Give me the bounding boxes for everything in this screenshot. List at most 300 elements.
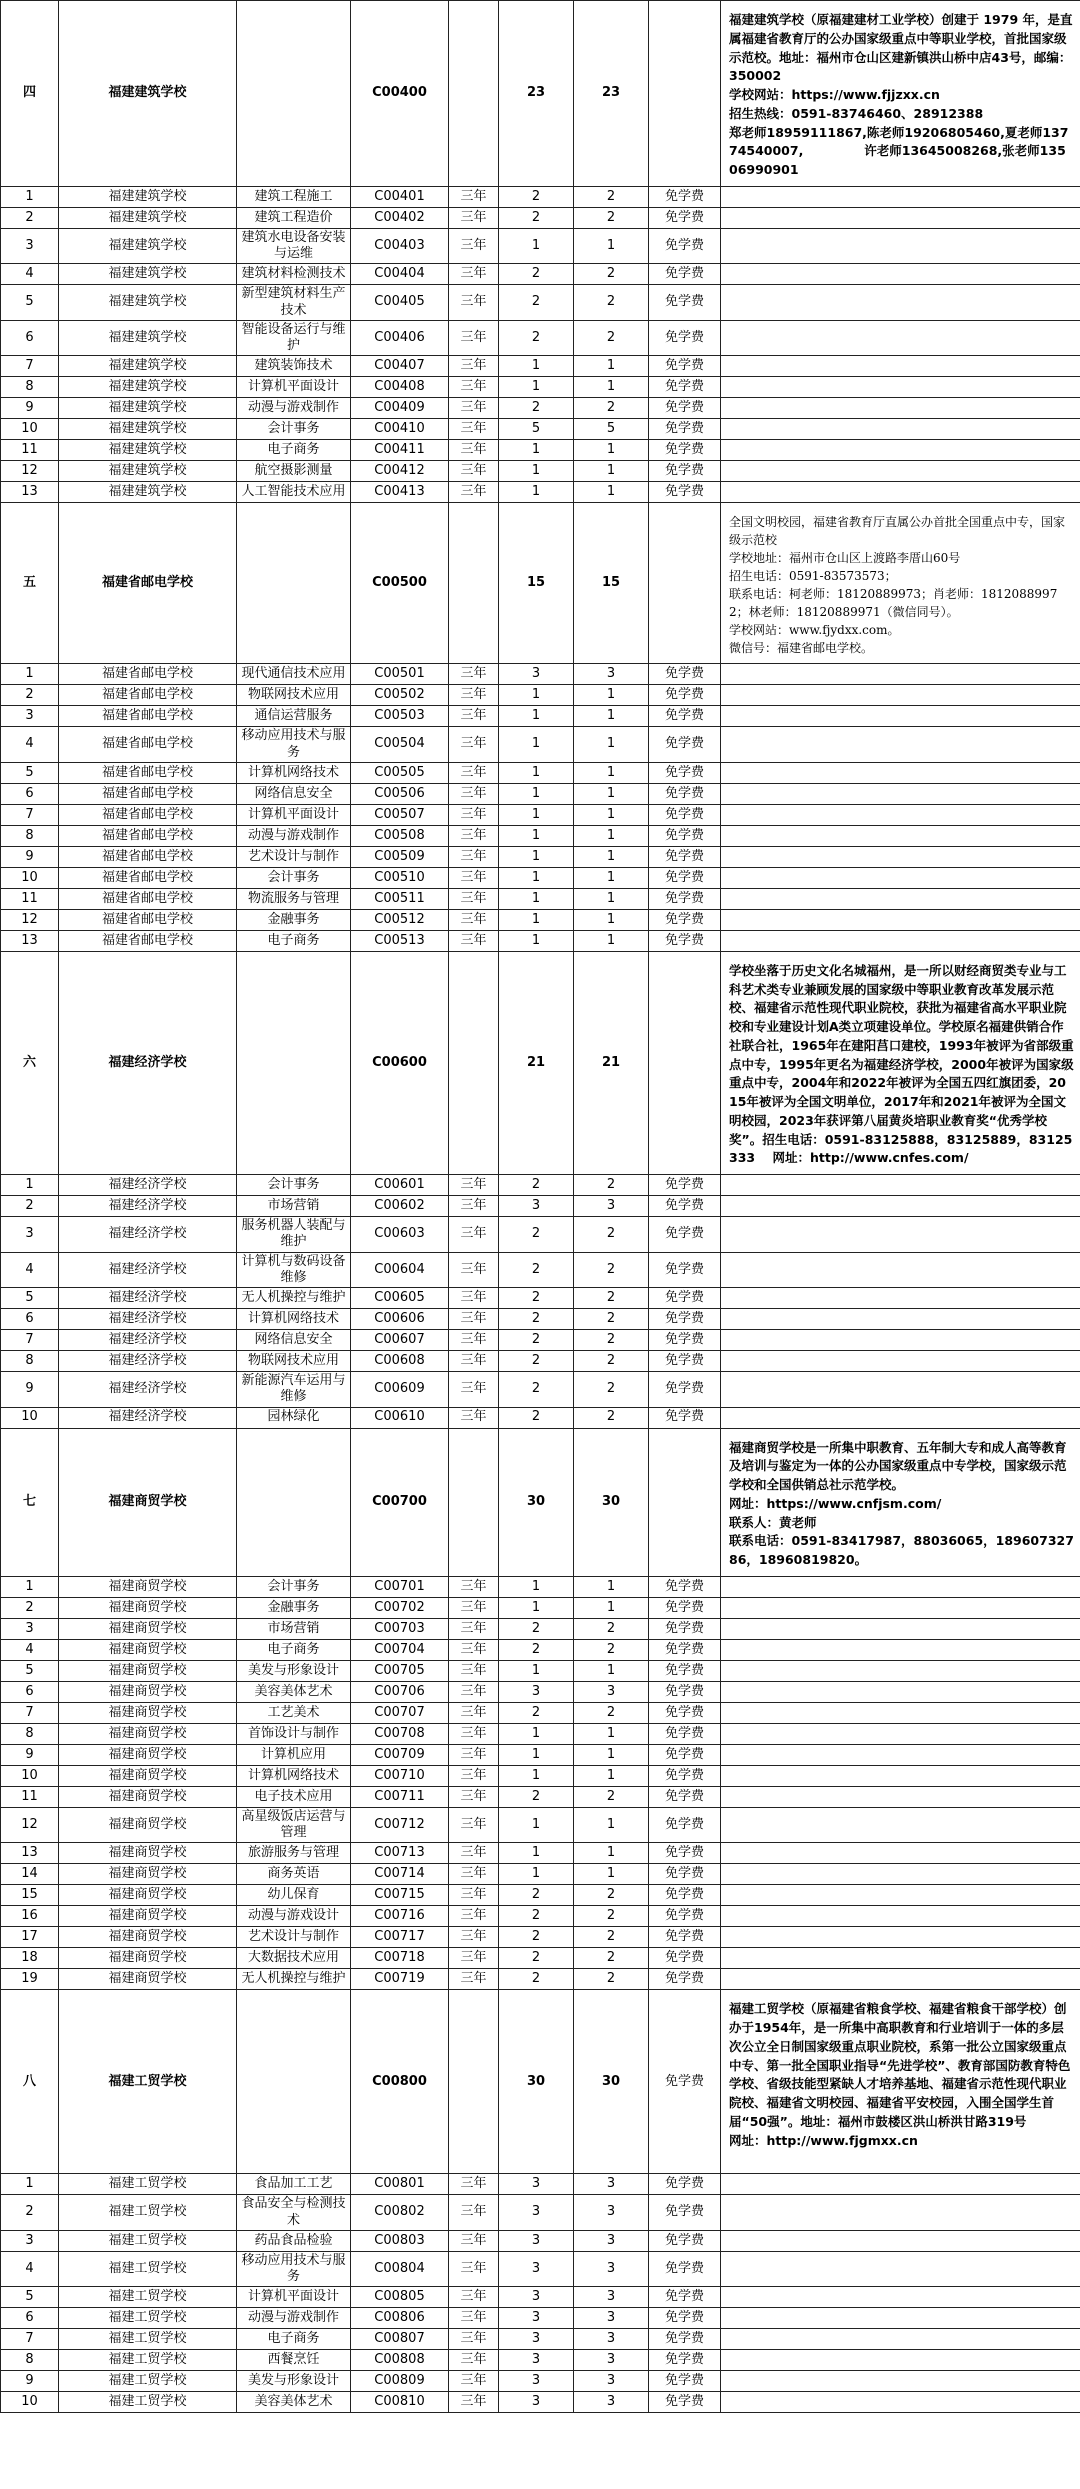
major-fee: 免学费: [649, 1702, 721, 1723]
major-name: 物联网技术应用: [237, 685, 351, 706]
major-seq: 9: [1, 846, 59, 867]
major-name: 电子商务: [237, 440, 351, 461]
major-name: 会计事务: [237, 1576, 351, 1597]
major-row: [1, 909, 1080, 930]
major-fee: 免学费: [649, 1765, 721, 1786]
major-plan: 2: [499, 1288, 574, 1309]
major-remark: [721, 1330, 1080, 1351]
major-fee: 免学费: [649, 1723, 721, 1744]
major-name: 计算机应用: [237, 1744, 351, 1765]
major-remark: [721, 664, 1080, 685]
major-remark: [721, 804, 1080, 825]
major-plan: 1: [499, 1765, 574, 1786]
major-plan: 1: [499, 377, 574, 398]
major-code: C00704: [351, 1639, 449, 1660]
major-code: C00608: [351, 1351, 449, 1372]
major-seq: 8: [1, 377, 59, 398]
major-remark: [721, 285, 1080, 321]
major-code: C00719: [351, 1969, 449, 1990]
major-seq: 6: [1, 1681, 59, 1702]
major-plan-total: 1: [574, 867, 649, 888]
major-fee: 免学费: [649, 2174, 721, 2195]
major-fee: 免学费: [649, 1196, 721, 1217]
major-fee: 免学费: [649, 398, 721, 419]
major-seq: 9: [1, 1372, 59, 1408]
school-description: 福建建筑学校（原福建建材工业学校）创建于 1979 年，是直属福建省教育厅的公办国家级重点中等职业学校，首批国家级示范校。地址：福州市仓山区建新镇洪山桥中店43号，邮编：350002 学校网站：https://www.fjjzxx.cn 招生热线：0591-83746460、28912388 郑老师18959111867,陈老师19206805460,夏老师13774540007, 许老师13645008268,张老师13506990901: [721, 1, 1080, 187]
school-header-row: [1, 1990, 1080, 2174]
school-major-cell: [237, 503, 351, 664]
major-school-name: 福建建筑学校: [59, 264, 237, 285]
major-remark: [721, 685, 1080, 706]
major-years: 三年: [449, 186, 499, 207]
major-plan-total: 2: [574, 1330, 649, 1351]
major-school-name: 福建建筑学校: [59, 461, 237, 482]
major-name: 移动应用技术与服务: [237, 2251, 351, 2287]
major-plan: 2: [499, 1927, 574, 1948]
major-code: C00703: [351, 1618, 449, 1639]
major-code: C00606: [351, 1309, 449, 1330]
major-code: C00410: [351, 419, 449, 440]
major-name: 市场营销: [237, 1196, 351, 1217]
major-plan-total: 1: [574, 1723, 649, 1744]
major-seq: 11: [1, 440, 59, 461]
major-seq: 7: [1, 356, 59, 377]
major-seq: 2: [1, 1196, 59, 1217]
major-school-name: 福建商贸学校: [59, 1885, 237, 1906]
major-row: [1, 461, 1080, 482]
major-fee: 免学费: [649, 1217, 721, 1253]
major-code: C00508: [351, 825, 449, 846]
major-school-name: 福建商贸学校: [59, 1969, 237, 1990]
major-plan-total: 2: [574, 1175, 649, 1196]
major-fee: 免学费: [649, 1407, 721, 1428]
major-row: [1, 1948, 1080, 1969]
major-years: 三年: [449, 2308, 499, 2329]
major-plan: 2: [499, 398, 574, 419]
major-seq: 1: [1, 664, 59, 685]
major-plan-total: 1: [574, 783, 649, 804]
major-school-name: 福建工贸学校: [59, 2371, 237, 2392]
major-row: [1, 1906, 1080, 1927]
major-code: C00711: [351, 1786, 449, 1807]
major-fee: 免学费: [649, 1681, 721, 1702]
major-plan-total: 2: [574, 264, 649, 285]
major-fee: 免学费: [649, 706, 721, 727]
major-remark: [721, 1175, 1080, 1196]
major-code: C00809: [351, 2371, 449, 2392]
major-code: C00506: [351, 783, 449, 804]
major-row: [1, 228, 1080, 264]
major-row: [1, 419, 1080, 440]
major-remark: [721, 1948, 1080, 1969]
major-name: 人工智能技术应用: [237, 482, 351, 503]
major-code: C00808: [351, 2350, 449, 2371]
major-years: 三年: [449, 706, 499, 727]
major-code: C00609: [351, 1372, 449, 1408]
major-plan-total: 1: [574, 377, 649, 398]
major-years: 三年: [449, 2195, 499, 2231]
major-fee: 免学费: [649, 264, 721, 285]
major-code: C00716: [351, 1906, 449, 1927]
major-code: C00413: [351, 482, 449, 503]
major-name: 移动应用技术与服务: [237, 727, 351, 763]
major-row: [1, 482, 1080, 503]
major-plan-total: 2: [574, 1639, 649, 1660]
major-school-name: 福建商贸学校: [59, 1681, 237, 1702]
major-plan-total: 1: [574, 1765, 649, 1786]
major-row: [1, 1309, 1080, 1330]
school-fee: [649, 503, 721, 664]
major-row: [1, 1597, 1080, 1618]
major-remark: [721, 1702, 1080, 1723]
major-seq: 10: [1, 2392, 59, 2413]
major-row: [1, 1702, 1080, 1723]
major-seq: 16: [1, 1906, 59, 1927]
major-years: 三年: [449, 1639, 499, 1660]
major-seq: 2: [1, 207, 59, 228]
major-row: [1, 867, 1080, 888]
school-code: C00700: [351, 1428, 449, 1576]
school-code: C00600: [351, 951, 449, 1174]
school-major-cell: [237, 1990, 351, 2174]
major-plan-total: 1: [574, 825, 649, 846]
major-fee: 免学费: [649, 1948, 721, 1969]
major-plan: 3: [499, 1196, 574, 1217]
major-school-name: 福建工贸学校: [59, 2308, 237, 2329]
major-remark: [721, 398, 1080, 419]
school-header-row: [1, 1428, 1080, 1576]
major-remark: [721, 1196, 1080, 1217]
major-code: C00713: [351, 1843, 449, 1864]
major-school-name: 福建省邮电学校: [59, 867, 237, 888]
major-school-name: 福建商贸学校: [59, 1927, 237, 1948]
major-name: 电子商务: [237, 930, 351, 951]
major-fee: 免学费: [649, 930, 721, 951]
major-name: 电子技术应用: [237, 1786, 351, 1807]
major-fee: 免学费: [649, 207, 721, 228]
major-plan: 3: [499, 2329, 574, 2350]
major-fee: 免学费: [649, 1843, 721, 1864]
major-remark: [721, 1681, 1080, 1702]
school-fee: 免学费: [649, 1990, 721, 2174]
major-remark: [721, 1618, 1080, 1639]
major-code: C00406: [351, 320, 449, 356]
major-row: [1, 888, 1080, 909]
major-years: 三年: [449, 285, 499, 321]
major-fee: 免学费: [649, 1639, 721, 1660]
major-row: [1, 1639, 1080, 1660]
major-plan: 1: [499, 727, 574, 763]
school-seq: 七: [1, 1428, 59, 1576]
major-code: C00717: [351, 1927, 449, 1948]
major-plan-total: 1: [574, 1864, 649, 1885]
major-row: [1, 1660, 1080, 1681]
major-row: [1, 2195, 1080, 2231]
major-school-name: 福建商贸学校: [59, 1807, 237, 1843]
major-fee: 免学费: [649, 2392, 721, 2413]
school-years-cell: [449, 1990, 499, 2174]
major-row: [1, 1217, 1080, 1253]
major-plan: 1: [499, 909, 574, 930]
major-seq: 4: [1, 1639, 59, 1660]
major-plan-total: 1: [574, 888, 649, 909]
major-plan: 1: [499, 804, 574, 825]
major-plan: 1: [499, 440, 574, 461]
major-row: [1, 1969, 1080, 1990]
major-plan: 2: [499, 1351, 574, 1372]
major-plan: 2: [499, 207, 574, 228]
school-name: 福建经济学校: [59, 951, 237, 1174]
major-fee: 免学费: [649, 1660, 721, 1681]
major-school-name: 福建工贸学校: [59, 2195, 237, 2231]
major-row: [1, 783, 1080, 804]
major-years: 三年: [449, 804, 499, 825]
major-name: 高星级饭店运营与管理: [237, 1807, 351, 1843]
major-plan: 2: [499, 1407, 574, 1428]
major-school-name: 福建商贸学校: [59, 1639, 237, 1660]
major-plan: 1: [499, 461, 574, 482]
major-row: [1, 706, 1080, 727]
major-remark: [721, 1597, 1080, 1618]
major-code: C00806: [351, 2308, 449, 2329]
school-plan-total: 30: [574, 1990, 649, 2174]
school-header-row: [1, 951, 1080, 1174]
major-years: 三年: [449, 1807, 499, 1843]
school-seq: 六: [1, 951, 59, 1174]
major-school-name: 福建经济学校: [59, 1217, 237, 1253]
school-description: 全国文明校园，福建省教育厅直属公办首批全国重点中专，国家级示范校 学校地址：福州市仓山区上渡路李厝山60号 招生电话：0591-83573573； 联系电话：柯老师：18120889973；肖老师：18120889972；林老师：18120889971（微信同号）。 学校网站：www.fjydxx.com。 微信号：福建省邮电学校。: [721, 503, 1080, 664]
major-plan-total: 1: [574, 482, 649, 503]
major-plan-total: 2: [574, 207, 649, 228]
major-years: 三年: [449, 1288, 499, 1309]
major-plan-total: 1: [574, 762, 649, 783]
major-fee: 免学费: [649, 804, 721, 825]
major-plan: 2: [499, 285, 574, 321]
major-seq: 8: [1, 1351, 59, 1372]
major-plan: 2: [499, 1906, 574, 1927]
major-years: 三年: [449, 1843, 499, 1864]
major-fee: 免学费: [649, 1618, 721, 1639]
major-name: 服务机器人装配与维护: [237, 1217, 351, 1253]
major-code: C00605: [351, 1288, 449, 1309]
major-seq: 14: [1, 1864, 59, 1885]
major-remark: [721, 228, 1080, 264]
major-plan: 3: [499, 2350, 574, 2371]
major-plan-total: 1: [574, 846, 649, 867]
major-years: 三年: [449, 1948, 499, 1969]
major-name: 计算机与数码设备维修: [237, 1252, 351, 1288]
major-school-name: 福建省邮电学校: [59, 888, 237, 909]
major-code: C00702: [351, 1597, 449, 1618]
major-plan-total: 2: [574, 1217, 649, 1253]
major-remark: [721, 1864, 1080, 1885]
major-remark: [721, 1407, 1080, 1428]
major-years: 三年: [449, 1885, 499, 1906]
major-name: 无人机操控与维护: [237, 1288, 351, 1309]
major-years: 三年: [449, 320, 499, 356]
major-remark: [721, 867, 1080, 888]
major-plan-total: 1: [574, 1576, 649, 1597]
major-row: [1, 1786, 1080, 1807]
major-fee: 免学费: [649, 1885, 721, 1906]
school-plan: 23: [499, 1, 574, 187]
major-name: 电子商务: [237, 2329, 351, 2350]
major-years: 三年: [449, 2371, 499, 2392]
major-years: 三年: [449, 1618, 499, 1639]
major-plan-total: 3: [574, 2308, 649, 2329]
major-years: 三年: [449, 888, 499, 909]
major-years: 三年: [449, 1702, 499, 1723]
major-remark: [721, 320, 1080, 356]
major-school-name: 福建经济学校: [59, 1351, 237, 1372]
major-name: 物流服务与管理: [237, 888, 351, 909]
major-fee: 免学费: [649, 2329, 721, 2350]
major-school-name: 福建商贸学校: [59, 1744, 237, 1765]
major-seq: 7: [1, 1702, 59, 1723]
major-school-name: 福建经济学校: [59, 1175, 237, 1196]
major-years: 三年: [449, 1660, 499, 1681]
major-fee: 免学费: [649, 285, 721, 321]
school-header-row: [1, 1, 1080, 187]
major-years: 三年: [449, 685, 499, 706]
major-school-name: 福建商贸学校: [59, 1702, 237, 1723]
major-seq: 6: [1, 783, 59, 804]
school-code: C00800: [351, 1990, 449, 2174]
major-plan: 2: [499, 1309, 574, 1330]
major-name: 美容美体艺术: [237, 1681, 351, 1702]
major-name: 计算机平面设计: [237, 804, 351, 825]
major-code: C00715: [351, 1885, 449, 1906]
major-remark: [721, 419, 1080, 440]
major-name: 现代通信技术应用: [237, 664, 351, 685]
major-name: 西餐烹饪: [237, 2350, 351, 2371]
major-remark: [721, 1639, 1080, 1660]
major-fee: 免学费: [649, 228, 721, 264]
major-school-name: 福建工贸学校: [59, 2230, 237, 2251]
major-name: 网络信息安全: [237, 783, 351, 804]
major-years: 三年: [449, 783, 499, 804]
major-plan-total: 3: [574, 2329, 649, 2350]
major-plan: 2: [499, 186, 574, 207]
major-remark: [721, 930, 1080, 951]
major-row: [1, 207, 1080, 228]
major-fee: 免学费: [649, 1969, 721, 1990]
major-remark: [721, 1744, 1080, 1765]
major-remark: [721, 888, 1080, 909]
school-name: 福建商贸学校: [59, 1428, 237, 1576]
major-plan-total: 1: [574, 804, 649, 825]
major-fee: 免学费: [649, 1330, 721, 1351]
major-name: 旅游服务与管理: [237, 1843, 351, 1864]
major-plan: 1: [499, 685, 574, 706]
major-school-name: 福建经济学校: [59, 1288, 237, 1309]
major-remark: [721, 1927, 1080, 1948]
major-plan: 1: [499, 1843, 574, 1864]
major-remark: [721, 1288, 1080, 1309]
major-remark: [721, 2371, 1080, 2392]
major-years: 三年: [449, 264, 499, 285]
major-plan: 3: [499, 1681, 574, 1702]
school-fee: [649, 1, 721, 187]
major-remark: [721, 207, 1080, 228]
major-remark: [721, 1252, 1080, 1288]
major-plan-total: 3: [574, 2230, 649, 2251]
major-plan-total: 1: [574, 727, 649, 763]
major-years: 三年: [449, 727, 499, 763]
major-seq: 11: [1, 1786, 59, 1807]
major-name: 建筑工程造价: [237, 207, 351, 228]
major-name: 计算机网络技术: [237, 1309, 351, 1330]
major-school-name: 福建省邮电学校: [59, 825, 237, 846]
major-remark: [721, 2195, 1080, 2231]
major-row: [1, 1576, 1080, 1597]
major-seq: 3: [1, 1618, 59, 1639]
major-row: [1, 1765, 1080, 1786]
major-seq: 1: [1, 1576, 59, 1597]
major-school-name: 福建工贸学校: [59, 2174, 237, 2195]
major-fee: 免学费: [649, 1175, 721, 1196]
school-major-cell: [237, 951, 351, 1174]
major-years: 三年: [449, 1330, 499, 1351]
major-school-name: 福建省邮电学校: [59, 804, 237, 825]
major-school-name: 福建省邮电学校: [59, 909, 237, 930]
major-fee: 免学费: [649, 461, 721, 482]
major-row: [1, 2329, 1080, 2350]
major-years: 三年: [449, 1786, 499, 1807]
major-plan-total: 3: [574, 2287, 649, 2308]
major-code: C00507: [351, 804, 449, 825]
school-plan-total: 30: [574, 1428, 649, 1576]
major-name: 工艺美术: [237, 1702, 351, 1723]
major-plan: 1: [499, 783, 574, 804]
major-fee: 免学费: [649, 1744, 721, 1765]
major-seq: 4: [1, 2251, 59, 2287]
major-code: C00718: [351, 1948, 449, 1969]
major-code: C00707: [351, 1702, 449, 1723]
major-row: [1, 1351, 1080, 1372]
major-years: 三年: [449, 867, 499, 888]
major-seq: 13: [1, 482, 59, 503]
major-school-name: 福建商贸学校: [59, 1843, 237, 1864]
major-school-name: 福建经济学校: [59, 1372, 237, 1408]
major-seq: 12: [1, 909, 59, 930]
major-seq: 7: [1, 2329, 59, 2350]
major-code: C00602: [351, 1196, 449, 1217]
major-plan-total: 2: [574, 1786, 649, 1807]
major-fee: 免学费: [649, 1351, 721, 1372]
school-major-cell: [237, 1, 351, 187]
school-name: 福建省邮电学校: [59, 503, 237, 664]
major-plan: 1: [499, 1576, 574, 1597]
major-row: [1, 1372, 1080, 1408]
major-seq: 3: [1, 228, 59, 264]
major-years: 三年: [449, 1175, 499, 1196]
major-seq: 8: [1, 1723, 59, 1744]
major-row: [1, 285, 1080, 321]
major-seq: 2: [1, 2195, 59, 2231]
major-remark: [721, 1765, 1080, 1786]
major-row: [1, 440, 1080, 461]
major-remark: [721, 1660, 1080, 1681]
major-row: [1, 1744, 1080, 1765]
major-name: 电子商务: [237, 1639, 351, 1660]
major-seq: 17: [1, 1927, 59, 1948]
major-plan: 1: [499, 1597, 574, 1618]
major-row: [1, 398, 1080, 419]
major-school-name: 福建商贸学校: [59, 1765, 237, 1786]
major-name: 金融事务: [237, 909, 351, 930]
major-row: [1, 930, 1080, 951]
